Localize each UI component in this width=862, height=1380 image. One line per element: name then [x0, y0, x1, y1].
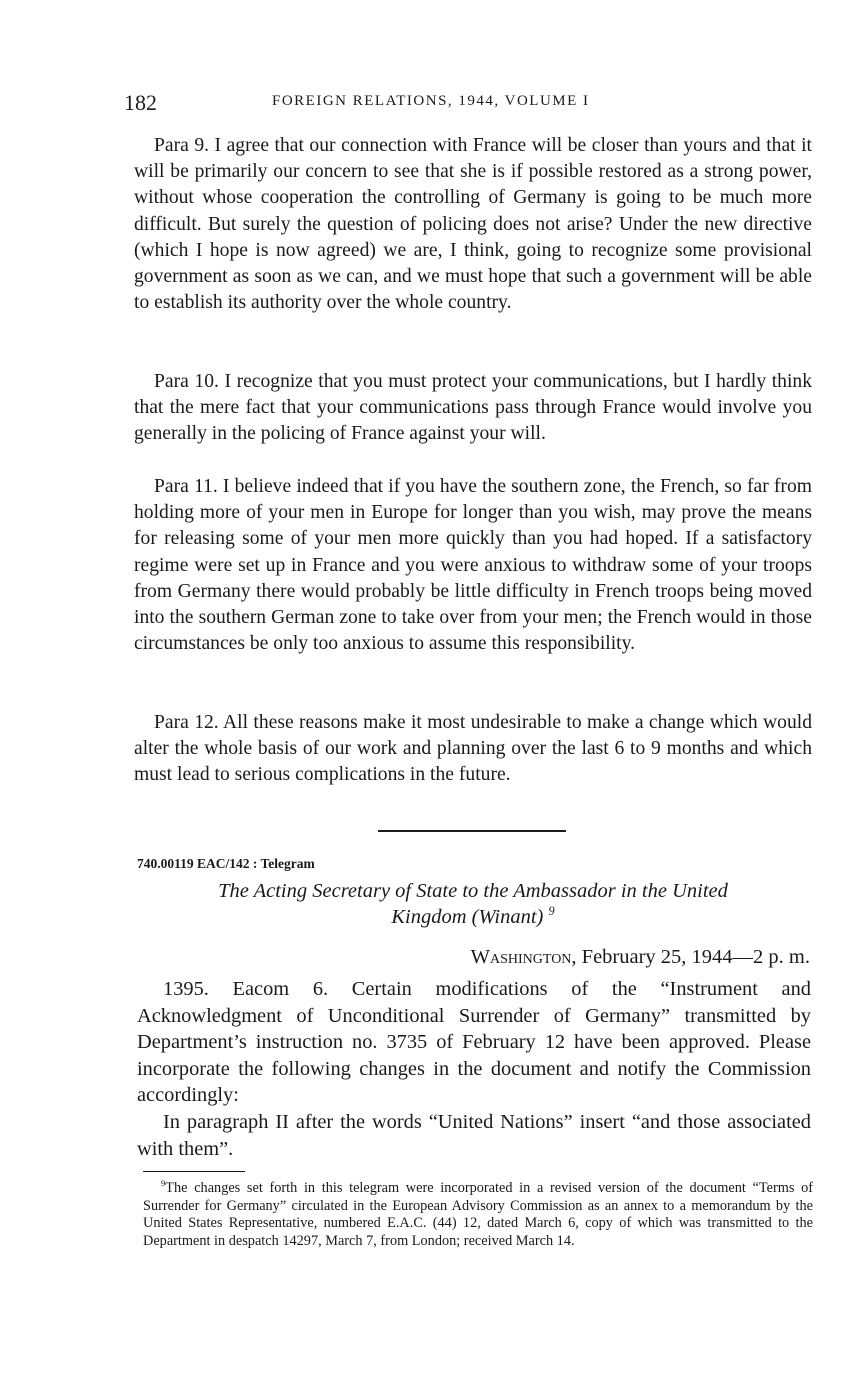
dateline-place: Washington,	[470, 946, 577, 968]
file-reference: 740.00119 EAC/142 : Telegram	[137, 856, 315, 871]
footnote-reference: 9	[548, 904, 555, 919]
footnote-mark: 9	[161, 1178, 166, 1189]
section-divider	[378, 830, 566, 832]
paragraph-text: Para 11. I believe indeed that if you have the southern zone, the French, so far from holding more of your men in Europe for longer than you wish, may prove the means for releasing some of your men more quickly than you had hoped. If a satisfactory regime were set up in France and you were anxious to withdraw some of your troops from Germany there would probably be little difficulty in French troops being moved into the southern German zone to take over from your men; the French would in those circumstances be only too anxious to assume this responsibility.	[134, 476, 812, 655]
footnote-rule	[143, 1171, 245, 1172]
dateline	[471, 946, 810, 969]
title-line-2: Kingdom (Winant)	[391, 906, 544, 928]
paragraph-10	[134, 369, 812, 448]
document-title	[137, 878, 809, 930]
running-head: FOREIGN RELATIONS, 1944, VOLUME I	[272, 93, 590, 109]
dateline-date: February 25, 1944—2 p. m.	[576, 946, 810, 968]
paragraph-text: Para 9. I agree that our connection with France will be closer than yours and that it will be primarily our concern to see that she is if possible restored as a strong power, without whose cooperation the controlling of Germany is going to be much more difficult. But surely the question of policing does not arise? Under the new directive (which I hope is now agreed) we are, I think, going to recognize some provisional government as soon as we can, and we must hope that such a government will be able to establish its authority over the whole country.	[134, 135, 812, 314]
footnote-text: The changes set forth in this telegram were incorporated in a revised version of the document “Terms of Surrender for Germany” circulated in the European Advisory Commission as an annex to a memorandum by the United States Representative, numbered E.A.C. (44) 12, dated March 6, copy of which was transmitted to the Department in despatch 14297, March 7, from London; received March 14.	[143, 1180, 813, 1249]
paragraph-11	[134, 474, 812, 657]
telegram-body	[137, 976, 811, 1162]
paragraph-12	[134, 710, 812, 789]
paragraph-9	[134, 133, 812, 316]
page-header	[124, 90, 814, 120]
title-line-1: The Acting Secretary of State to the Ambassador in the United	[218, 880, 728, 902]
telegram-paragraph: In paragraph II after the words “United Nations” insert “and those associated with them”.	[137, 1110, 811, 1160]
footnote	[143, 1180, 813, 1250]
paragraph-text: Para 10. I recognize that you must protect your communications, but I hardly think that the mere fact that your communications pass through France would involve you generally in the policing of France against your will.	[134, 371, 812, 445]
page-number: 182	[124, 90, 157, 115]
telegram-paragraph: 1395. Eacom 6. Certain modifications of the “Instrument and Acknowledgment of Unconditional Surrender of Germany” transmitted by Department’s instruction no. 3735 of February 12 have been approved. Please incorporate the following changes in the document and notify the Commission accordingly:	[137, 978, 811, 1107]
paragraph-text: Para 12. All these reasons make it most undesirable to make a change which would alter the whole basis of our work and planning over the last 6 to 9 months and which must lead to serious complications in the future.	[134, 712, 812, 786]
